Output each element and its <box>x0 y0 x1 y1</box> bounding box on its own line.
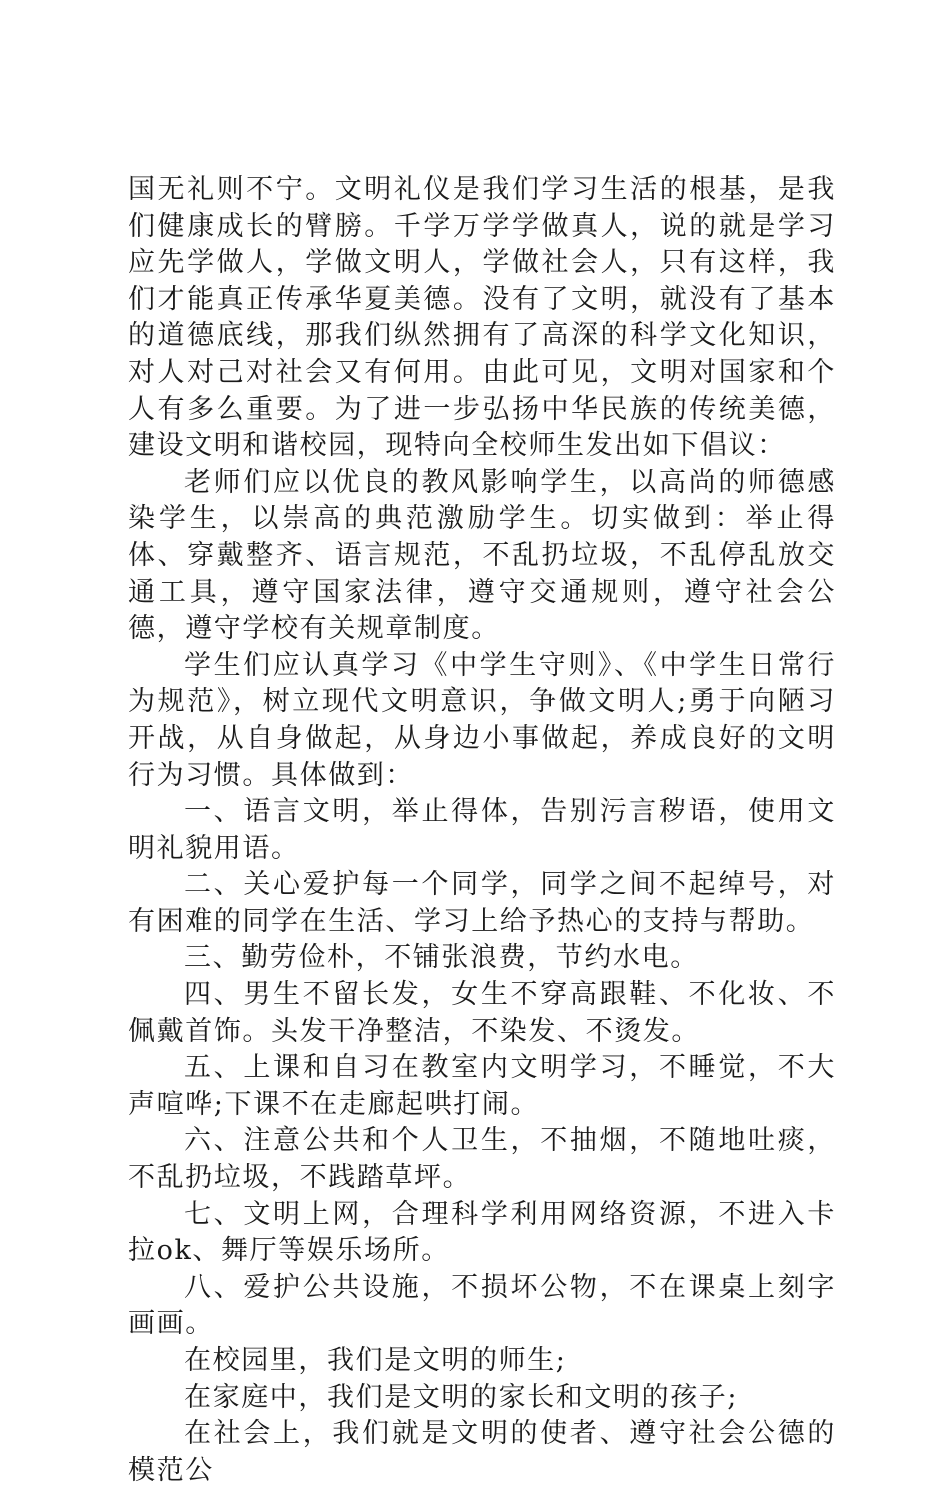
rule-item-6: 六、注意公共和个人卫生，不抽烟，不随地吐痰，不乱扔垃圾，不践踏草坪。 <box>128 1125 836 1194</box>
rule-item-7: 七、文明上网，合理科学利用网络资源，不进入卡拉ok、舞厅等娱乐场所。 <box>128 1198 836 1267</box>
closing-line-family: 在家庭中，我们是文明的家长和文明的孩子; <box>184 1381 739 1413</box>
rule-item-2: 二、关心爱护每一个同学，同学之间不起绰号，对有困难的同学在生活、学习上给予热心的支持与帮助。 <box>128 869 836 937</box>
rule-item-3: 三、勤劳俭朴，不铺张浪费，节约水电。 <box>184 942 699 974</box>
paragraph-teachers: 老师们应以优良的教风影响学生，以高尚的师德感染学生，以崇高的典范激励学生。切实做到：举止得体、穿戴整齐、语言规范，不乱扔垃圾，不乱停乱放交通工具，遵守国家法律，遵守交通规则，遵守社会公德，遵守学校有关规章制度。 <box>128 466 836 645</box>
rule-item-1: 一、语言文明，举止得体，告别污言秽语，使用文明礼貌用语。 <box>128 796 836 864</box>
paragraph-students: 学生们应认真学习《中学生守则》、《中学生日常行为规范》，树立现代文明意识，争做文明人;勇于向陋习开战，从自身做起，从身边小事做起，养成良好的文明行为习惯。具体做到： <box>128 649 836 791</box>
document-page <box>128 172 836 1489</box>
rule-item-8: 八、爱护公共设施，不损坏公物，不在课桌上刻字画画。 <box>128 1271 836 1340</box>
closing-line-society: 在社会上，我们就是文明的使者、遵守社会公德的模范公 <box>128 1418 836 1486</box>
rule-item-4: 四、男生不留长发，女生不穿高跟鞋、不化妆、不佩戴首饰。头发干净整洁，不染发、不烫发。 <box>128 979 836 1047</box>
rule-item-5: 五、上课和自习在教室内文明学习，不睡觉，不大声喧哗;下课不在走廊起哄打闹。 <box>128 1052 836 1120</box>
paragraph-intro: 国无礼则不宁。文明礼仪是我们学习生活的根基，是我们健康成长的臂膀。千学万学学做真人，说的就是学习应先学做人，学做文明人，学做社会人，只有这样，我们才能真正传承华夏美德。没有了文明，就没有了基本的道德底线，那我们纵然拥有了高深的科学文化知识，对人对己对社会又有何用。由此可见，文明对国家和个人有多么重要。为了进一步弘扬中华民族的传统美德，建设文明和谐校园，现特向全校师生发出如下倡议： <box>128 174 836 462</box>
closing-line-campus: 在校园里，我们是文明的师生; <box>184 1345 567 1376</box>
